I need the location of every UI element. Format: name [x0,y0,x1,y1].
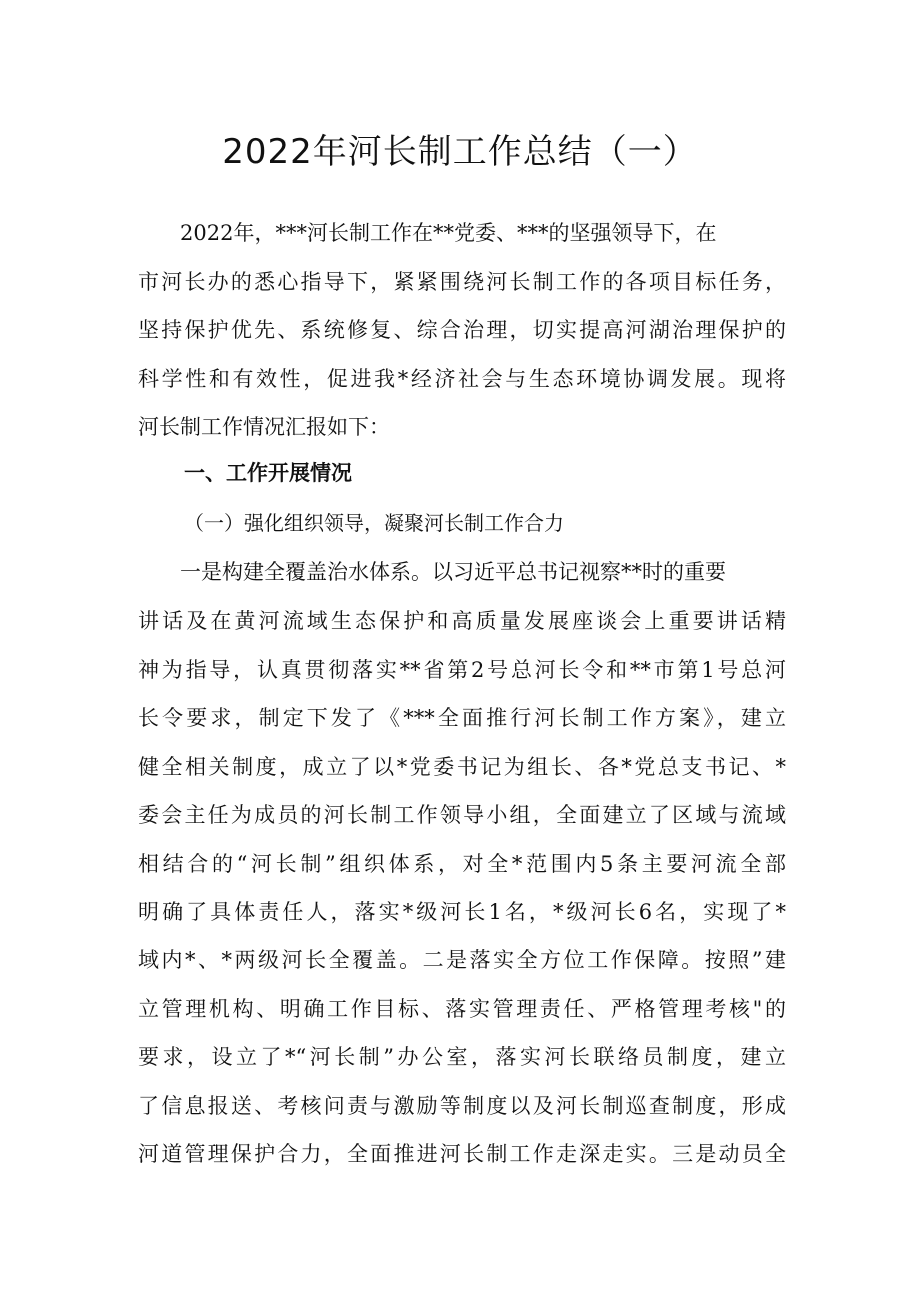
intro-line: 科学性和有效性，促进我*经济社会与生态环境协调发展。现将 [138,367,786,391]
body-line: 立管理机构、明确工作目标、落实管理责任、严格管理考核"的 [138,997,786,1021]
body-line: 要求，设立了*“河长制”办公室，落实河长联络员制度，建立 [138,1045,786,1069]
body-line: 健全相关制度，成立了以*党委书记为组长、各*党总支书记、* [138,755,786,779]
section-heading: 一、工作开展情况 [184,461,352,485]
intro-line: 坚持保护优先、系统修复、综合治理，切实提高河湖治理保护的 [138,318,786,342]
body-line: 了信息报送、考核问责与激励等制度以及河长制巡查制度，形成 [138,1094,786,1118]
body-line: 长令要求，制定下发了《***全面推行河长制工作方案》，建立 [138,706,786,730]
body-line: 河道管理保护合力，全面推进河长制工作走深走实。三是动员全 [138,1142,786,1166]
intro-line: 河长制工作情况汇报如下： [138,415,390,439]
body-line: 讲话及在黄河流域生态保护和高质量发展座谈会上重要讲话精 [138,609,786,633]
intro-line: 2022年，***河长制工作在**党委、***的坚强领导下，在 [180,221,717,245]
subsection-heading: （一）强化组织领导，凝聚河长制工作合力 [184,511,564,535]
body-line: 一是构建全覆盖治水体系。以习近平总书记视察**时的重要 [180,560,726,584]
body-line: 明确了具体责任人，落实*级河长1名，*级河长6名，实现了* [138,900,786,924]
intro-line: 市河长办的悉心指导下，紧紧围绕河长制工作的各项目标任务， [138,270,786,294]
body-line: 相结合的“河长制”组织体系，对全*范围内5条主要河流全部 [138,852,786,876]
body-line: 委会主任为成员的河长制工作领导小组，全面建立了区域与流域 [138,803,786,827]
body-line: 域内*、*两级河长全覆盖。二是落实全方位工作保障。按照”建 [138,948,786,972]
document-title: 2022年河长制工作总结（一） [222,132,698,172]
body-line: 神为指导，认真贯彻落实**省第2号总河长令和**市第1号总河 [138,658,786,682]
